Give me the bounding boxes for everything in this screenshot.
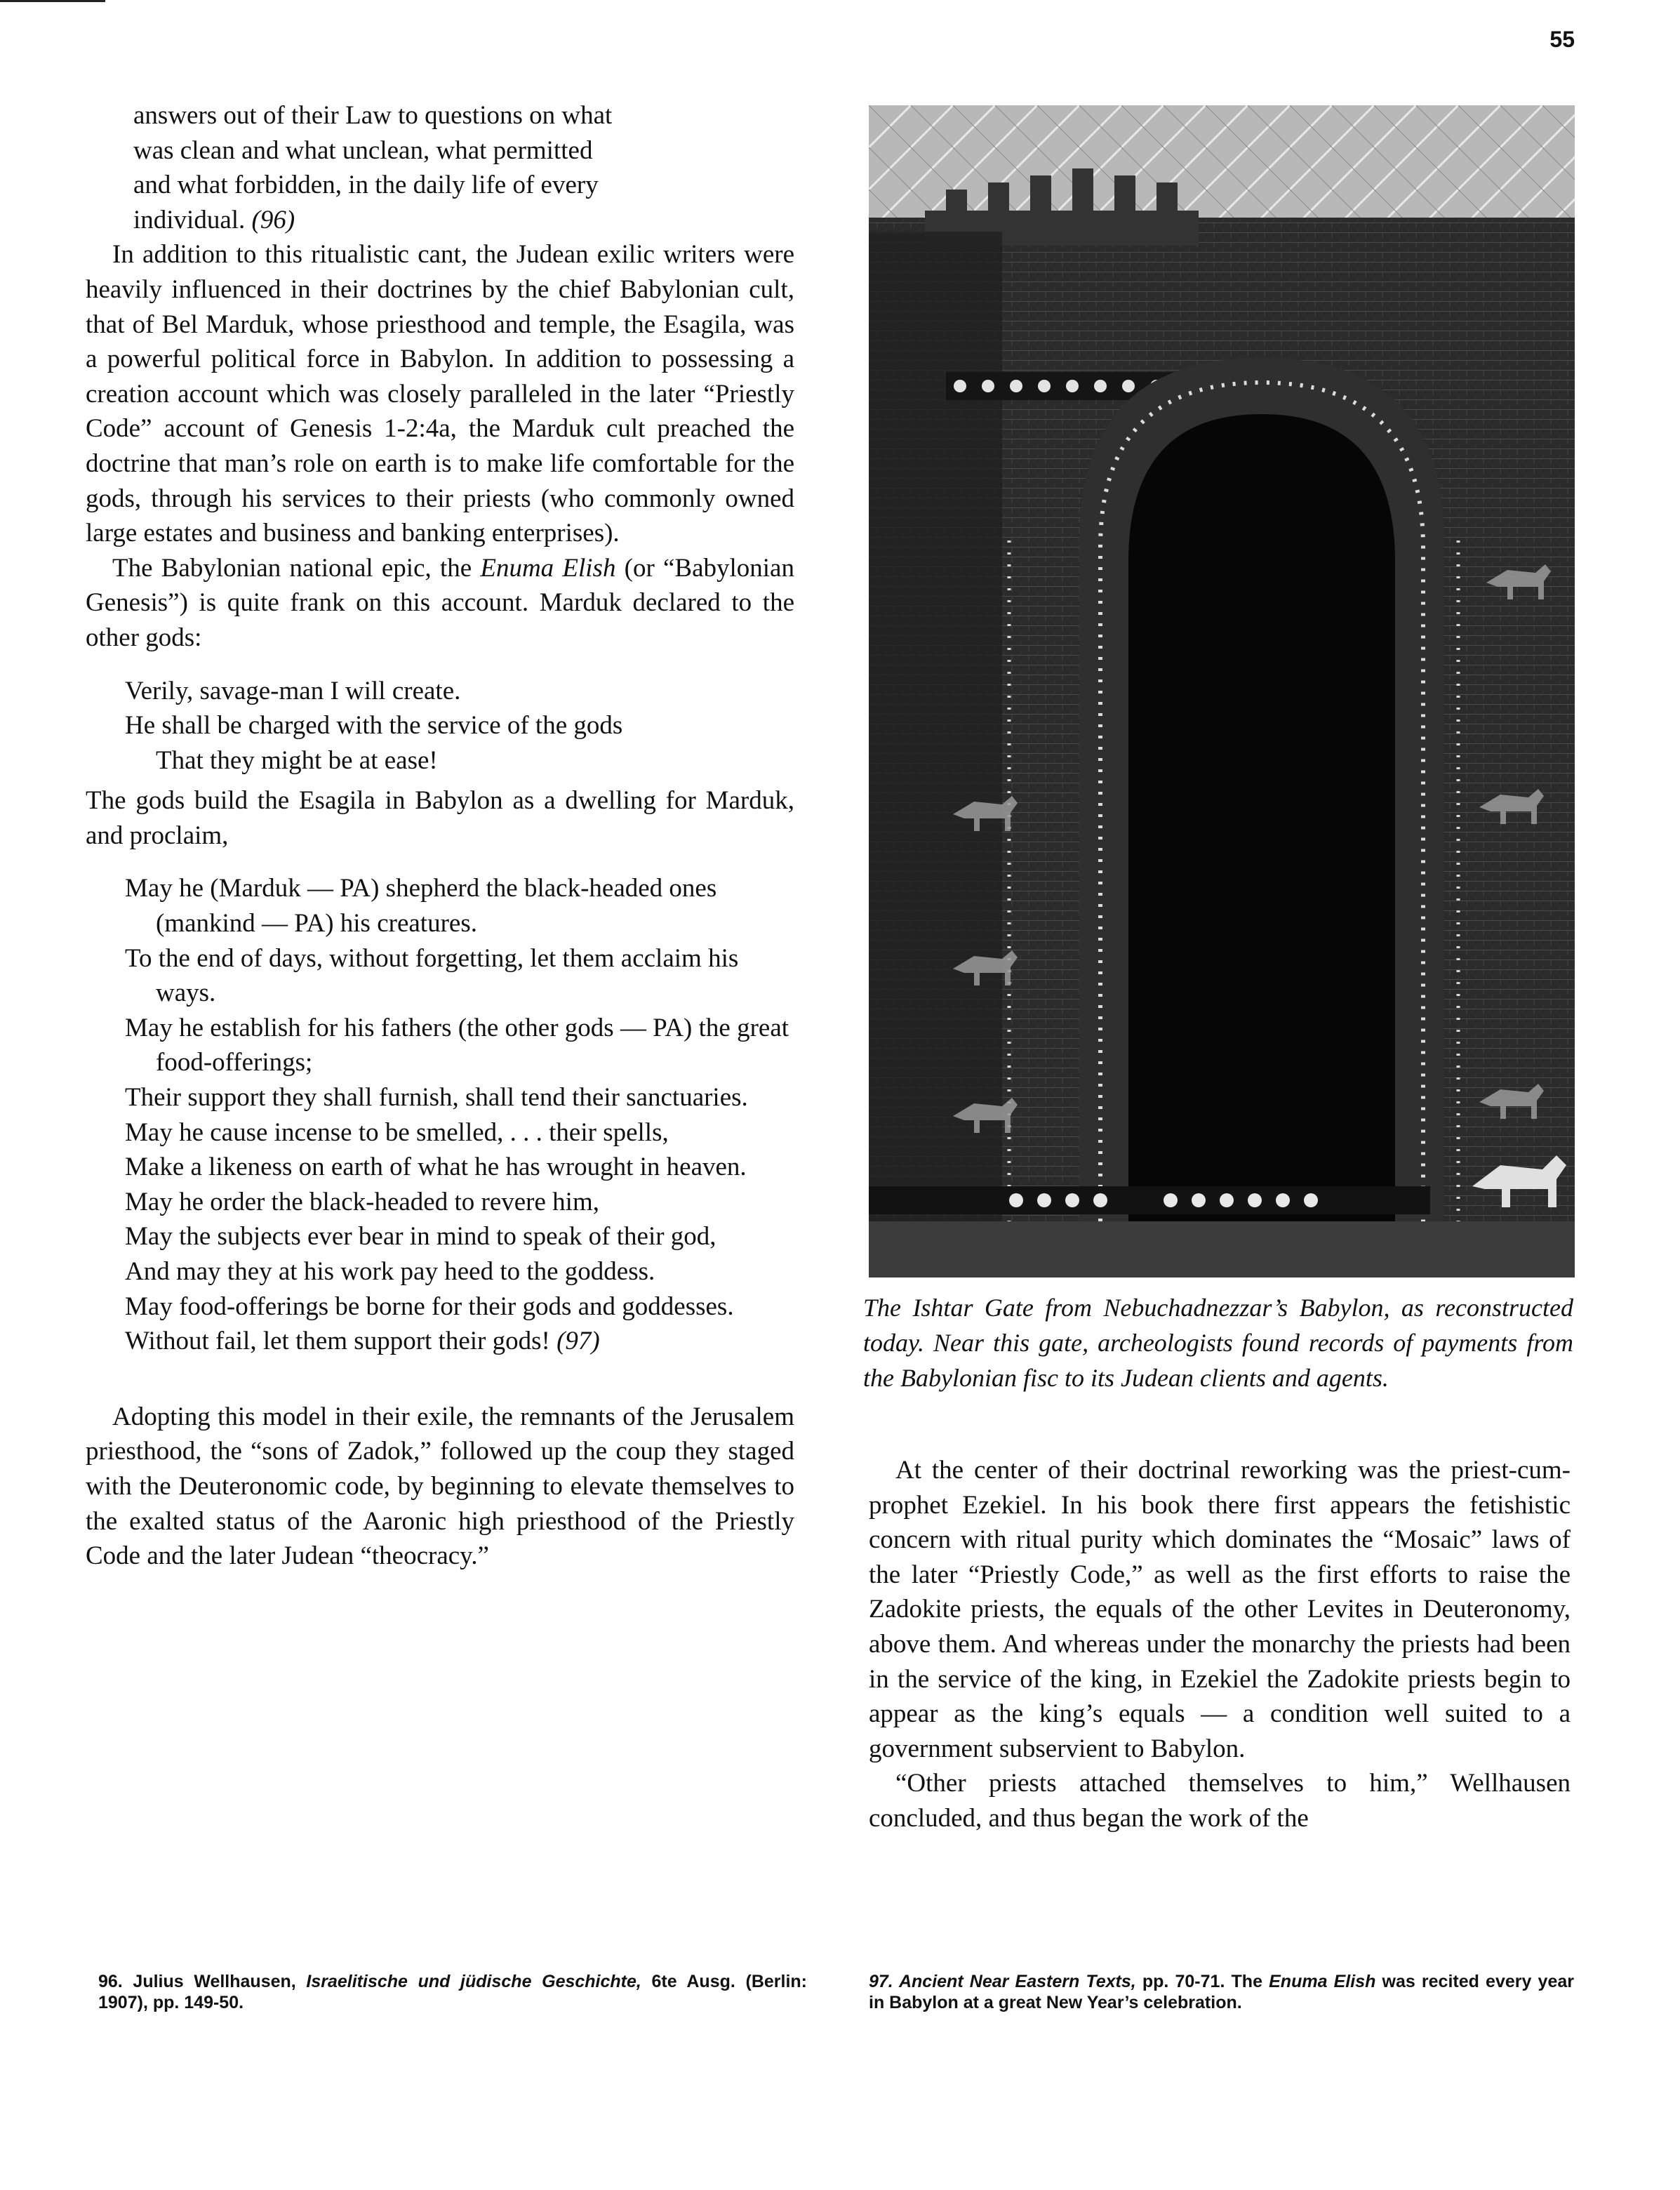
left-column — [86, 98, 794, 1574]
verse-line: May he cause incense to be smelled, . . . their spells, — [125, 1117, 669, 1147]
quote-line: individual. (96) — [133, 205, 295, 234]
verse-line: May the subjects ever bear in mind to speak of their god, — [125, 1222, 716, 1252]
verse-line: May he order the black-headed to revere him, — [125, 1187, 599, 1216]
footnote-ref: (96) — [251, 205, 295, 234]
verse-line: He shall be charged with the service of the gods — [125, 711, 623, 741]
verse-line: Without fail, let them support their gods! (97) — [125, 1327, 600, 1356]
verse-line: May he (Marduk — PA) shepherd the black-headed ones (mankind — PA) his creatures. — [125, 874, 717, 938]
verse-line: Make a likeness on earth of what he has wrought in heaven. — [125, 1153, 747, 1182]
paragraph: The gods build the Esagila in Babylon as a dwelling for Marduk, and proclaim, — [86, 786, 794, 850]
quote-line: and what forbidden, in the daily life of every — [133, 171, 599, 200]
right-column — [869, 1453, 1571, 1836]
footnote-97: 97. Ancient Near Eastern Texts, pp. 70-71. The Enuma Elish was recited every year in Babylon at a great New Year’s celebration. — [869, 1972, 1574, 2012]
figure-caption: The Ishtar Gate from Nebuchadnezzar’s Babylon, as reconstructed today. Near this gate, archeologists found records of payments from the Babylonian fisc to its Judean clients and agents. — [863, 1294, 1573, 1392]
paragraph: The Babylonian national epic, the Enuma Elish (or “Babylonian Genesis”) is quite frank on this account. Marduk declared to the other gods: — [86, 553, 794, 652]
verse-line: May food-offerings be borne for their gods and goddesses. — [125, 1292, 734, 1321]
verse-line: May he establish for his fathers (the other gods — PA) the great food-offerings; — [125, 1013, 789, 1077]
quote-continuation — [86, 98, 794, 237]
quote-line: was clean and what unclean, what permitted — [133, 135, 593, 165]
paragraph: “Other priests attached themselves to him,” Wellhausen concluded, and thus began the work of the — [869, 1769, 1571, 1833]
top-rule — [0, 0, 105, 2]
ishtar-gate-photo — [869, 105, 1575, 1278]
verse-quote — [125, 871, 794, 1358]
verse-line: And may they at his work pay heed to the goddess. — [125, 1257, 655, 1286]
verse-line: To the end of days, without forgetting, let them acclaim his ways. — [125, 943, 739, 1008]
paragraph: Adopting this model in their exile, the remnants of the Jerusalem priesthood, the “sons of Zadok,” followed up the coup they staged with the Deuteronomic code, by beginning to elevate themselves to the exalted status of the Aaronic high priesthood of the Priestly Code and the later Judean “theocracy.” — [86, 1402, 794, 1571]
page-number: 55 — [1549, 27, 1575, 52]
quote-line: answers out of their Law to questions on what — [133, 101, 613, 130]
footnote-96: 96. Julius Wellhausen, Israelitische und jüdische Geschichte, 6te Ausg. (Berlin: 1907), pp. 149-50. — [98, 1972, 807, 2012]
epic-title: Enuma Elish — [480, 553, 616, 583]
verse-quote — [125, 674, 794, 778]
footnote-ref: (97) — [556, 1327, 600, 1356]
verse-line: Verily, savage-man I will create. — [125, 676, 461, 705]
verse-line: Their support they shall furnish, shall tend their sanctuaries. — [125, 1083, 748, 1113]
paragraph: In addition to this ritualistic cant, the Judean exilic writers were heavily influenced in their doctrines by the chief Babylonian cult, that of Bel Marduk, whose priesthood and temple, the Esagila, was a powerful political force in Babylon. In addition to possessing a creation account which was closely paralleled in the later “Priestly Code” account of Genesis 1-2:4a, the Marduk cult preached the doctrine that man’s role on earth is to make life comfortable for the gods, through his services to their priests (who commonly owned large estates and business and banking enterprises). — [86, 240, 794, 548]
paragraph: At the center of their doctrinal reworking was the priest-cum-prophet Ezekiel. In his book there first appears the fetishistic concern with ritual purity which dominates the “Mosaic” laws of the later “Priestly Code,” as well as the first efforts to raise the Zadokite priests, the equals of the other Levites in Deuteronomy, above them. And whereas under the monarchy the priests had been in the service of the king, in Ezekiel the Zadokite priests begin to appear as the king’s equals — a condition well suited to a government subservient to Babylon. — [869, 1456, 1571, 1763]
verse-line: That they might be at ease! — [156, 745, 438, 775]
